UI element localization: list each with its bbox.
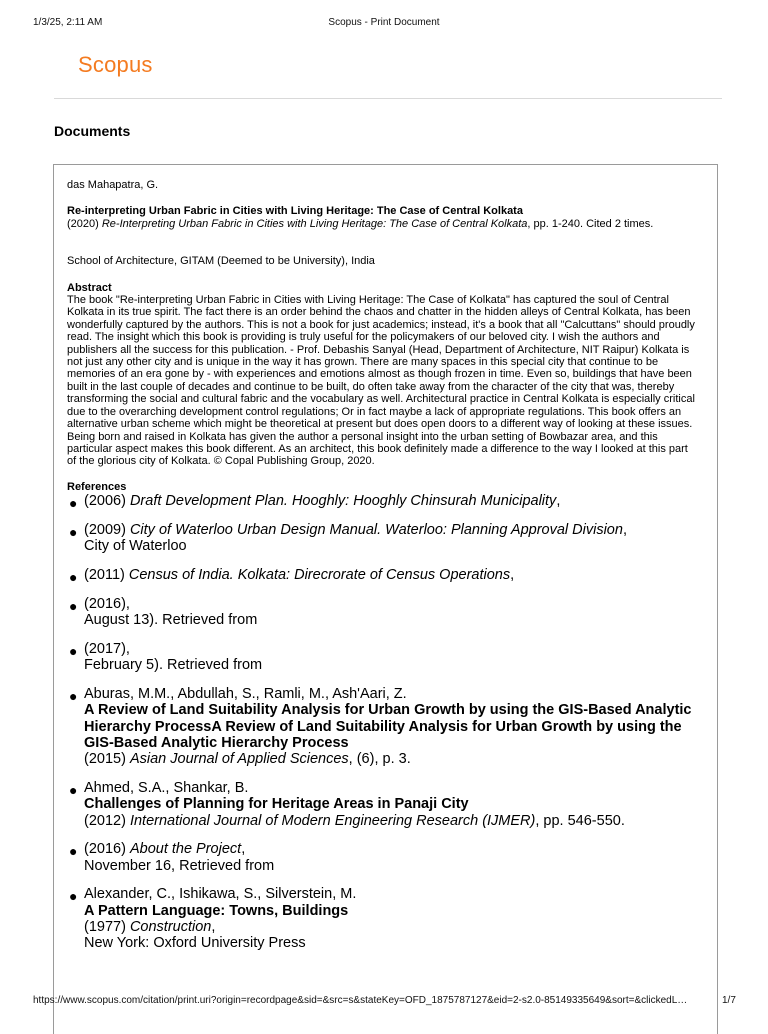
bullet-icon: ● bbox=[69, 523, 78, 540]
reference-item: ● Alexander, C., Ishikawa, S., Silverstein, M. A Pattern Language: Towns, Buildings (1977) Construction, New York: Oxford University Press bbox=[69, 886, 357, 952]
bullet-icon: ● bbox=[69, 688, 78, 704]
scopus-logo[interactable]: Scopus bbox=[78, 52, 153, 77]
bullet-icon: ● bbox=[69, 495, 78, 512]
reference-item: ● (2011) Census of India. Kolkata: Direcrorate of Census Operations, bbox=[69, 567, 515, 586]
print-title: Scopus - Print Document bbox=[328, 17, 440, 28]
references-list bbox=[67, 493, 695, 952]
reference-item: ● (2006) Draft Development Plan. Hooghly: Hooghly Chinsurah Municipality, bbox=[69, 493, 561, 512]
page-number: 1/7 bbox=[722, 995, 736, 1006]
abstract-text: The book "Re-interpreting Urban Fabric in Cities with Living Heritage: The Case of Kolkata" has captured the soul of Central Kolkata in its true spirit. The fact there is an order behind the chaos and chatter in the hidden alleys of Central Kolkata, has been wonderfully captured by the authors. This is not a book for just academics; instead, it's a book that all "Calcuttans" should proudly read. The insight which this book is providing is truly useful for the policymakers of our beloved city. I wish the authors and publishers all the success for this publication. - Prof. Debashis Sanyal (Head, Department of Architecture, NIT Raipur) Kolkata is not just any other city and is unique in the way it has grown. There are many spaces in this special city that continue to be memories of an era gone by - with experiences and emotions almost as though frozen in time. Even so, buildings that have been built in the last couple of decades and continue to be built, do often take away from the character of the city that was, thereby transforming the social and cultural fabric and the vocabulary as well. Architectural practice in Central Kolkata is especially critical due to the overarching development control regulations; Or in fact maybe a lack of appropriate regulations. This book offers an alternative urban scheme which might be theoretical at present but does open doors to a different way of looking at these issues. Being born and raised in Kolkata has given the author a personal insight into the urban setting of Bowbazar area, and this particular aspect makes this book different. As an architect, this book definitely made a difference to the way I looked at this part of the glorious city of Kolkata. © Copal Publishing Group, 2020. bbox=[67, 294, 695, 468]
document-source bbox=[67, 218, 695, 230]
references-heading: References bbox=[67, 480, 127, 493]
reference-item: ● Aburas, M.M., Abdullah, S., Ramli, M., Ash'Aari, Z. A Review of Land Suitability Analysis for Urban Growth by using the GIS-Based Analytic Hierarchy ProcessA Review of Land Suitability Analysis for Urban Growth by using the GIS-Based Analytic Hierarchy Process (2015) Asian Journal of Applied Sciences, (6), p. 3. bbox=[69, 686, 692, 768]
bullet-icon: ● bbox=[69, 597, 78, 614]
reference-item: ● (2016) About the Project, November 16, Retrieved from bbox=[69, 841, 275, 874]
abstract-heading: Abstract bbox=[67, 281, 112, 294]
bullet-icon: ● bbox=[69, 781, 78, 798]
bullet-icon: ● bbox=[69, 569, 78, 586]
reference-item: ● Ahmed, S.A., Shankar, B. Challenges of Planning for Heritage Areas in Panaji City (2012) International Journal of Modern Engineering Research (IJMER), pp. 546-550. bbox=[69, 779, 625, 829]
header-divider bbox=[54, 98, 722, 99]
source-details: , pp. 1-240. Cited 2 times. bbox=[527, 217, 654, 230]
print-datetime: 1/3/25, 2:11 AM bbox=[33, 17, 103, 28]
reference-item: ● (2017), February 5). Retrieved from bbox=[69, 640, 263, 674]
document-authors: das Mahapatra, G. bbox=[67, 179, 159, 191]
bullet-icon: ● bbox=[69, 843, 78, 860]
source-year: (2020) bbox=[67, 217, 99, 230]
bullet-icon: ● bbox=[69, 642, 78, 659]
document-title: Re-interpreting Urban Fabric in Cities with Living Heritage: The Case of Central Kolkata bbox=[67, 205, 523, 218]
document-affiliation: School of Architecture, GITAM (Deemed to be University), India bbox=[67, 255, 375, 268]
reference-item: ● (2009) City of Waterloo Urban Design Manual. Waterloo: Planning Approval Division, City of Waterloo bbox=[69, 521, 627, 555]
bullet-icon: ● bbox=[69, 888, 78, 905]
document-record bbox=[53, 164, 718, 1034]
source-book: Re-Interpreting Urban Fabric in Cities with Living Heritage: The Case of Central Kolkata bbox=[101, 217, 528, 230]
reference-item: ● (2016), August 13). Retrieved from bbox=[69, 595, 258, 629]
section-title: Documents bbox=[54, 123, 131, 139]
print-url[interactable]: https://www.scopus.com/citation/print.uri?origin=recordpage&sid=&src=s&stateKey=OFD_1875787127&eid=2-s2.0-85149335649&sort=&clickedL… bbox=[33, 995, 688, 1006]
